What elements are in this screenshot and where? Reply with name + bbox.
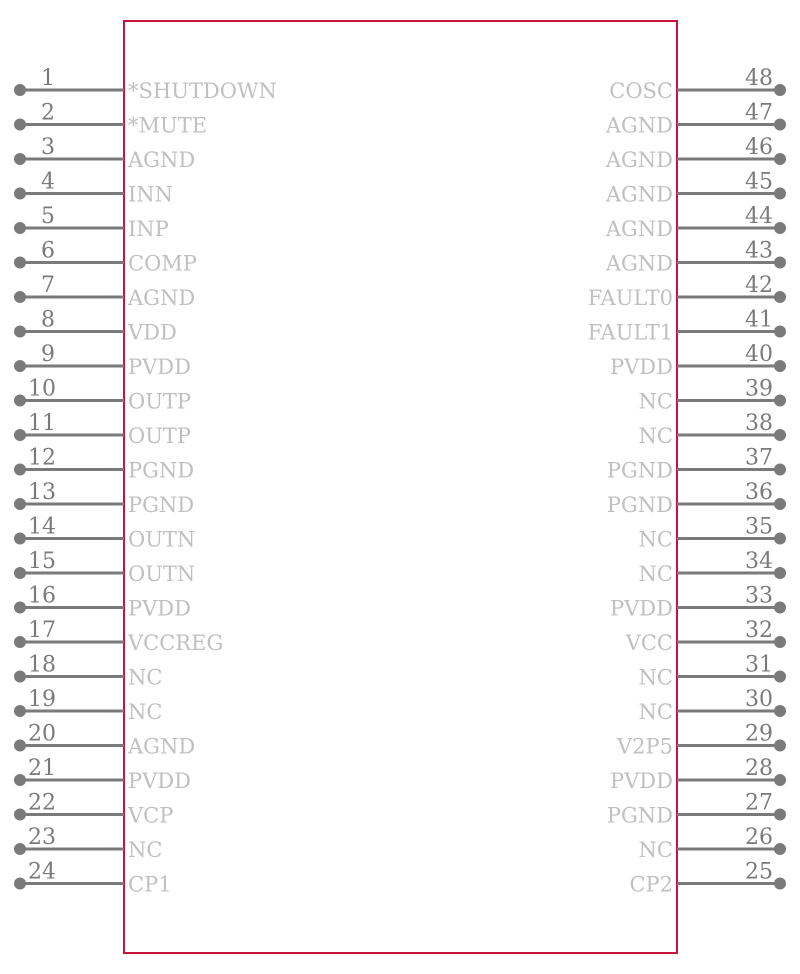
pin-number: 35: [745, 514, 773, 540]
right-pin: [625, 618, 786, 655]
pin-number: 44: [745, 204, 773, 229]
pin-number: 18: [28, 652, 56, 678]
pin-endpoint-dot: [14, 395, 26, 407]
left-pin: [14, 66, 277, 103]
pin-endpoint-dot: [774, 671, 786, 683]
pin-number: 47: [745, 100, 773, 126]
pin-number: 30: [745, 687, 773, 712]
pin-label: *MUTE: [128, 113, 208, 138]
pin-endpoint-dot: [14, 360, 26, 372]
pin-number: 26: [745, 825, 773, 850]
right-pin: [639, 549, 786, 586]
left-pin: [14, 756, 191, 793]
pin-label: AGND: [128, 148, 196, 172]
left-pin: [14, 653, 162, 690]
pin-endpoint-dot: [774, 188, 786, 200]
pin-endpoint-dot: [14, 429, 26, 441]
left-pin: [14, 549, 195, 586]
pin-label: VDD: [128, 320, 177, 345]
pin-endpoint-dot: [774, 429, 786, 441]
pin-label: PGND: [128, 493, 195, 517]
pin-label: PVDD: [610, 355, 673, 379]
pin-label: PGND: [606, 458, 673, 483]
pin-number: 23: [28, 825, 56, 850]
right-pin: [639, 377, 786, 414]
pin-label: OUTN: [128, 562, 196, 586]
pin-endpoint-dot: [774, 257, 786, 269]
pin-label: OUTN: [128, 527, 196, 552]
pin-endpoint-dot: [774, 705, 786, 717]
pin-number: 27: [745, 790, 773, 816]
pin-label: FAULT1: [587, 320, 673, 345]
left-pin: [14, 584, 191, 621]
pin-number: 41: [745, 307, 773, 333]
pin-endpoint-dot: [774, 153, 786, 165]
pin-endpoint-dot: [14, 602, 26, 614]
pin-endpoint-dot: [14, 567, 26, 579]
pin-label: PVDD: [610, 596, 673, 621]
pin-number: 9: [41, 342, 55, 367]
pin-endpoint-dot: [14, 464, 26, 476]
left-pin: [14, 825, 162, 862]
right-pin: [605, 170, 786, 207]
pin-endpoint-dot: [774, 533, 786, 545]
pin-number: 21: [28, 756, 56, 781]
pin-number: 48: [745, 66, 773, 91]
pin-number: 33: [745, 583, 773, 609]
pin-endpoint-dot: [14, 291, 26, 303]
right-pin-group: [588, 66, 786, 897]
left-pin: [14, 273, 195, 310]
pin-label: INP: [128, 217, 169, 241]
left-pin: [14, 722, 195, 759]
left-pin: [14, 377, 191, 414]
pin-label: COSC: [609, 79, 673, 103]
pin-number: 31: [745, 652, 773, 678]
pin-label: PGND: [128, 458, 195, 483]
pin-label: AGND: [128, 286, 196, 310]
right-pin: [588, 308, 786, 345]
pin-number: 32: [745, 618, 773, 643]
left-pin: [14, 791, 173, 828]
pin-label: NC: [638, 424, 673, 448]
left-pin: [14, 101, 207, 138]
pin-number: 22: [28, 790, 56, 816]
left-pin: [14, 480, 194, 517]
pin-endpoint-dot: [14, 843, 26, 855]
left-pin: [14, 687, 162, 724]
pin-number: 42: [745, 273, 773, 298]
pin-number: 34: [745, 549, 773, 574]
pin-endpoint-dot: [14, 774, 26, 786]
pin-endpoint-dot: [14, 740, 26, 752]
pin-label: *SHUTDOWN: [128, 79, 277, 103]
pin-number: 36: [745, 480, 773, 505]
pin-endpoint-dot: [14, 705, 26, 717]
pin-label: FAULT0: [587, 286, 673, 310]
pin-label: AGND: [605, 217, 673, 241]
pin-number: 11: [28, 411, 56, 436]
pin-label: CP2: [629, 872, 673, 897]
pin-label: OUTP: [128, 424, 192, 448]
pin-label: PVDD: [128, 355, 191, 379]
pin-label: NC: [128, 838, 163, 862]
pin-endpoint-dot: [774, 222, 786, 234]
pin-endpoint-dot: [774, 636, 786, 648]
pin-endpoint-dot: [774, 84, 786, 96]
pin-endpoint-dot: [774, 567, 786, 579]
pin-number: 24: [28, 859, 56, 885]
right-pin: [605, 135, 786, 172]
pin-number: 14: [28, 514, 56, 540]
pin-number: 45: [745, 169, 773, 195]
pin-endpoint-dot: [14, 119, 26, 131]
pin-label: NC: [638, 838, 673, 862]
pin-endpoint-dot: [774, 878, 786, 890]
pin-number: 38: [745, 411, 773, 436]
pin-label: AGND: [605, 182, 673, 207]
pin-label: AGND: [605, 148, 673, 172]
pin-number: 2: [41, 100, 55, 126]
right-pin: [639, 687, 786, 724]
right-pin: [605, 239, 786, 276]
pin-endpoint-dot: [14, 326, 26, 338]
right-pin: [588, 273, 786, 310]
pin-endpoint-dot: [14, 498, 26, 510]
pin-label: NC: [638, 665, 673, 690]
right-pin: [607, 791, 786, 828]
right-pin: [605, 204, 786, 241]
left-pin: [14, 308, 177, 345]
pin-number: 5: [41, 204, 55, 229]
left-pin: [14, 204, 169, 241]
pin-number: 8: [41, 307, 55, 333]
pin-endpoint-dot: [14, 636, 26, 648]
pin-number: 17: [28, 618, 56, 643]
pin-number: 43: [745, 238, 773, 264]
left-pin: [14, 860, 172, 897]
right-pin: [605, 101, 786, 138]
right-pin: [610, 756, 786, 793]
pin-label: OUTP: [128, 389, 192, 414]
right-pin: [639, 825, 786, 862]
pin-endpoint-dot: [774, 360, 786, 372]
pin-label: V2P5: [616, 734, 673, 759]
pin-endpoint-dot: [14, 84, 26, 96]
pin-endpoint-dot: [14, 533, 26, 545]
left-pin: [14, 618, 223, 655]
left-pin: [14, 446, 194, 483]
pin-label: NC: [638, 527, 673, 552]
pin-number: 12: [28, 445, 56, 471]
pin-endpoint-dot: [774, 291, 786, 303]
pin-number: 37: [745, 445, 773, 471]
pin-endpoint-dot: [14, 153, 26, 165]
pin-number: 7: [41, 273, 55, 298]
pin-number: 15: [28, 549, 56, 574]
right-pin: [629, 860, 786, 897]
pin-endpoint-dot: [14, 222, 26, 234]
left-pin: [14, 239, 197, 276]
pin-number: 10: [28, 376, 56, 402]
left-pin-group: [14, 66, 277, 897]
pin-number: 16: [28, 583, 56, 609]
pin-number: 4: [41, 169, 55, 195]
pin-label: VCCREG: [128, 631, 224, 655]
pin-number: 40: [745, 342, 773, 367]
pin-label: INN: [128, 182, 174, 207]
pin-label: NC: [638, 700, 673, 724]
pin-label: COMP: [128, 251, 197, 276]
pin-endpoint-dot: [774, 326, 786, 338]
left-pin: [14, 170, 173, 207]
left-pin: [14, 342, 191, 379]
pin-number: 19: [28, 687, 56, 712]
pin-label: PGND: [606, 803, 673, 828]
pin-number: 29: [745, 721, 773, 747]
right-pin: [639, 411, 786, 448]
pin-number: 46: [745, 135, 773, 160]
pin-number: 13: [28, 480, 56, 505]
pin-endpoint-dot: [774, 119, 786, 131]
pin-endpoint-dot: [774, 602, 786, 614]
left-pin: [14, 515, 195, 552]
left-pin: [14, 135, 195, 172]
pin-label: PGND: [606, 493, 673, 517]
left-pin: [14, 411, 191, 448]
pin-label: NC: [128, 700, 163, 724]
pin-number: 6: [41, 238, 55, 264]
pin-label: AGND: [605, 251, 673, 276]
pin-endpoint-dot: [774, 740, 786, 752]
right-pin: [607, 480, 786, 517]
pin-number: 39: [745, 376, 773, 402]
pin-number: 1: [41, 66, 55, 91]
pin-number: 20: [28, 721, 56, 747]
pin-label: PVDD: [128, 769, 191, 793]
pin-label: NC: [128, 665, 163, 690]
pin-endpoint-dot: [774, 395, 786, 407]
pin-endpoint-dot: [14, 257, 26, 269]
pin-number: 25: [745, 859, 773, 885]
pin-endpoint-dot: [774, 464, 786, 476]
pin-endpoint-dot: [14, 671, 26, 683]
chip-body-outline: [124, 21, 677, 953]
right-pin: [616, 722, 786, 759]
right-pin: [607, 446, 786, 483]
pin-label: VCC: [625, 631, 673, 655]
pin-number: 3: [41, 135, 55, 160]
pin-label: NC: [638, 562, 673, 586]
pin-endpoint-dot: [774, 843, 786, 855]
right-pin: [610, 584, 786, 621]
pin-endpoint-dot: [774, 774, 786, 786]
pin-endpoint-dot: [774, 498, 786, 510]
pin-label: PVDD: [128, 596, 191, 621]
pin-label: NC: [638, 389, 673, 414]
pin-endpoint-dot: [14, 809, 26, 821]
pin-endpoint-dot: [14, 878, 26, 890]
right-pin: [639, 653, 786, 690]
right-pin: [609, 66, 786, 103]
pin-number: 28: [745, 756, 773, 781]
pin-label: VCP: [128, 803, 174, 828]
pin-label: AGND: [605, 113, 673, 138]
right-pin: [610, 342, 786, 379]
right-pin: [639, 515, 786, 552]
pin-label: CP1: [128, 872, 172, 897]
pin-endpoint-dot: [774, 809, 786, 821]
pin-label: PVDD: [610, 769, 673, 793]
pin-endpoint-dot: [14, 188, 26, 200]
pin-label: AGND: [128, 734, 196, 759]
